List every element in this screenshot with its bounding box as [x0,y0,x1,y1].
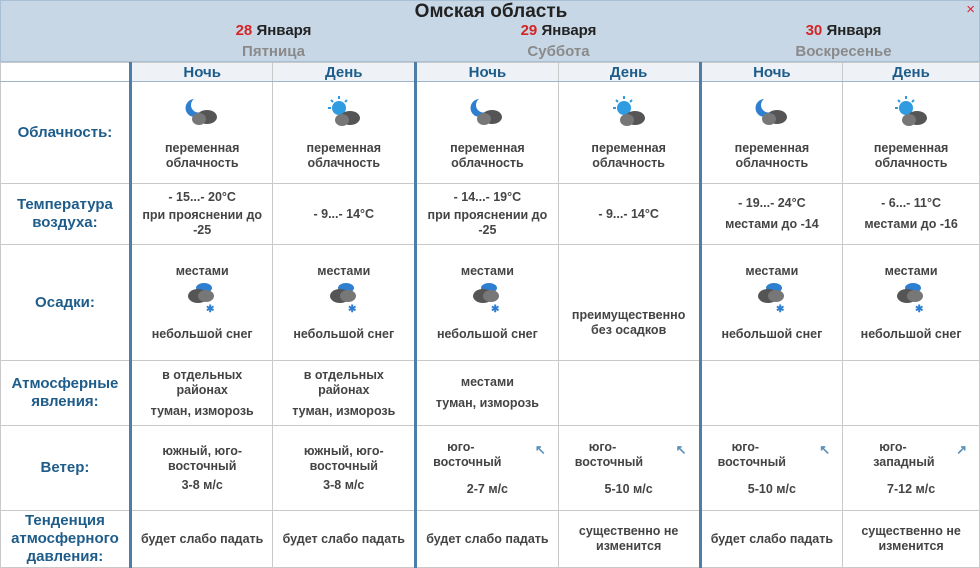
precipitation-label: Осадки: [1,245,131,361]
wind-row [1,426,980,511]
pressure-text: существенно не [861,524,961,538]
pressure-cell [700,511,843,568]
precip-text: небольшой снег [860,326,962,341]
phen-text: туман, изморозь [150,403,254,418]
forecast-table [0,62,980,568]
date-day-1 [131,22,416,39]
precip-qualifier: местами [175,263,229,278]
pressure-text: будет слабо падать [710,531,834,546]
pressure-text: существенно не [578,524,679,538]
temperature-label [1,184,131,245]
wind-direction: западный [873,454,935,469]
close-icon[interactable]: × [966,1,975,18]
weekday-label: Воскресенье [795,43,892,60]
wind-arrow-icon: ↖ [819,442,831,457]
sun-cloud-icon [891,95,931,131]
svg-text:✱: ✱ [206,303,215,315]
phenomena-label [1,361,131,426]
wind-speed: 3-8 м/с [323,477,365,492]
part-day: День [843,63,980,82]
temperature-cell [558,184,700,245]
clouds-label: Облачность: [1,82,131,184]
part-night: Ночь [416,63,559,82]
temp-range: - 19...- 24°C [738,196,806,210]
clouds-text: переменная [873,140,949,155]
wind-speed: 5-10 м/с [747,481,796,496]
temperature-cell [130,184,273,245]
label-line: Атмосферные [11,375,119,392]
temp-note: при прояснении до [427,208,548,222]
clouds-text: переменная [164,140,240,155]
snow-cloud-icon [182,279,222,315]
precipitation-cell [416,245,559,361]
wind-arrow-icon: ↗ [956,442,967,457]
precipitation-cell [130,245,273,361]
wind-cell [130,426,273,511]
wind-cell [416,426,559,511]
wind-speed: 7-12 м/с [887,481,936,496]
wind-direction: восточный [433,454,502,469]
clouds-text: облачность [165,155,239,170]
pressure-label [1,511,131,568]
snow-cloud-icon [467,279,507,315]
wind-direction: восточный [167,458,237,473]
date-number: 29 [520,22,538,39]
temp-note: -25 [478,223,497,237]
clouds-cell [700,82,843,184]
part-night: Ночь [700,63,843,82]
clouds-cell [843,82,980,184]
day-part-row [1,63,980,82]
wind-cell [273,426,416,511]
svg-text:✱: ✱ [347,303,357,315]
part-day: День [273,63,416,82]
sun-cloud-icon [324,95,364,131]
clouds-cell [416,82,559,184]
precip-text: небольшой снег [293,326,395,341]
phen-text: районах [176,382,228,397]
temperature-row [1,184,980,245]
part-night: Ночь [130,63,273,82]
weekday-label: Пятница [242,43,305,60]
label-line: давления: [26,548,104,565]
wind-direction: восточный [574,454,644,469]
forecast-header [0,0,980,62]
pressure-cell [273,511,416,568]
clouds-text: переменная [306,140,382,155]
temp-note: при прояснении до [142,208,263,222]
precip-qualifier: местами [884,263,938,278]
pressure-cell [558,511,700,568]
pressure-text: изменится [878,539,944,553]
precipitation-cell [273,245,416,361]
weekday-label: Суббота [527,43,590,60]
precip-text: небольшой снег [721,326,823,341]
phen-text: местами [460,375,514,389]
pressure-text: будет слабо падать [426,531,549,546]
clouds-text: переменная [734,140,810,155]
wind-speed: 2-7 м/с [466,481,508,496]
precipitation-cell [700,245,843,361]
wind-cell [843,426,980,511]
label-line: Температура [16,196,113,213]
date-month: Января [541,22,597,39]
precip-qualifier: местами [745,263,799,278]
moon-cloud-icon [752,95,792,131]
clouds-text: переменная [450,140,525,155]
temp-note: местами до -14 [725,217,819,231]
phenomena-row [1,361,980,426]
label-line: воздуха: [32,214,98,231]
precip-qualifier: местами [460,263,514,278]
temp-range: - 9...- 14°C [313,206,375,221]
wind-direction: юго- [588,439,617,454]
precipitation-cell [843,245,980,361]
precipitation-cell [558,245,700,361]
clouds-cell [273,82,416,184]
moon-cloud-icon [467,95,507,131]
svg-text:✱: ✱ [915,303,924,315]
label-line: явления: [31,393,99,410]
corner-cell [1,63,131,82]
date-month: Января [256,22,312,39]
precip-text: преимущественно [571,307,686,322]
clouds-text: облачность [735,155,809,170]
date-number: 28 [235,22,253,39]
phenomena-cell [273,361,416,426]
wind-direction: южный, юго- [303,443,384,458]
precip-text: небольшой снег [151,326,253,341]
clouds-text: переменная [591,140,666,155]
wind-cell [558,426,700,511]
date-month: Января [826,22,882,39]
wind-direction: юго- [879,439,907,454]
wind-direction: восточный [309,458,378,473]
clouds-cell [130,82,273,184]
temperature-cell [700,184,843,245]
phenomena-cell [700,361,843,426]
pressure-text: будет слабо падать [140,531,264,546]
label-line: атмосферного [11,530,119,547]
phen-text: в отдельных [162,367,243,382]
wind-arrow-icon: ↖ [534,442,546,457]
pressure-cell [843,511,980,568]
snow-cloud-icon [752,279,792,315]
temp-note: -25 [193,223,212,237]
phen-text: в отдельных [303,367,384,382]
date-number: 30 [805,22,823,39]
temp-note: местами до -16 [864,217,958,231]
precip-qualifier: местами [317,263,371,278]
wind-cell [700,426,843,511]
phen-text: районах [318,382,370,397]
clouds-cell [558,82,700,184]
precip-text: без осадков [591,322,667,337]
wind-speed: 3-8 м/с [181,477,223,492]
temperature-cell [843,184,980,245]
phen-text: туман, изморозь [435,396,539,410]
wind-direction: восточный [717,454,786,469]
wind-direction: южный, юго- [162,443,243,458]
wind-arrow-icon: ↖ [675,442,687,457]
clouds-text: облачность [451,155,524,170]
wind-direction: юго- [731,439,760,454]
clouds-row [1,82,980,184]
temperature-cell [273,184,416,245]
label-line: Тенденция [24,512,105,529]
phenomena-cell [130,361,273,426]
pressure-cell [130,511,273,568]
pressure-cell [416,511,559,568]
part-day: День [558,63,700,82]
phenomena-cell [416,361,559,426]
wind-direction: юго- [447,439,475,454]
snow-cloud-icon [891,279,931,315]
temp-range: - 15...- 20°C [168,190,236,204]
pressure-text: изменится [596,539,662,553]
precipitation-row [1,245,980,361]
phenomena-cell [558,361,700,426]
date-day-2 [416,22,701,39]
wind-speed: 5-10 м/с [604,481,653,496]
phen-text: туман, изморозь [292,403,396,418]
svg-text:✱: ✱ [491,303,500,315]
phenomena-cell [843,361,980,426]
clouds-text: облачность [592,155,665,170]
region-title: Омская область [414,1,568,22]
temp-range: - 6...- 11°C [881,196,942,210]
clouds-text: облачность [874,155,948,170]
temp-range: - 14...- 19°C [453,190,522,204]
wind-label: Ветер: [1,426,131,511]
snow-cloud-icon [324,279,364,315]
svg-text:✱: ✱ [775,303,785,315]
pressure-text: будет слабо падать [282,531,405,546]
clouds-text: облачность [307,155,381,170]
temp-range: - 9...- 14°C [598,206,659,221]
moon-cloud-icon [182,95,222,131]
precip-text: небольшой снег [436,326,538,341]
sun-cloud-icon [609,95,649,131]
temperature-cell [416,184,559,245]
date-day-3 [701,22,980,39]
pressure-row [1,511,980,568]
